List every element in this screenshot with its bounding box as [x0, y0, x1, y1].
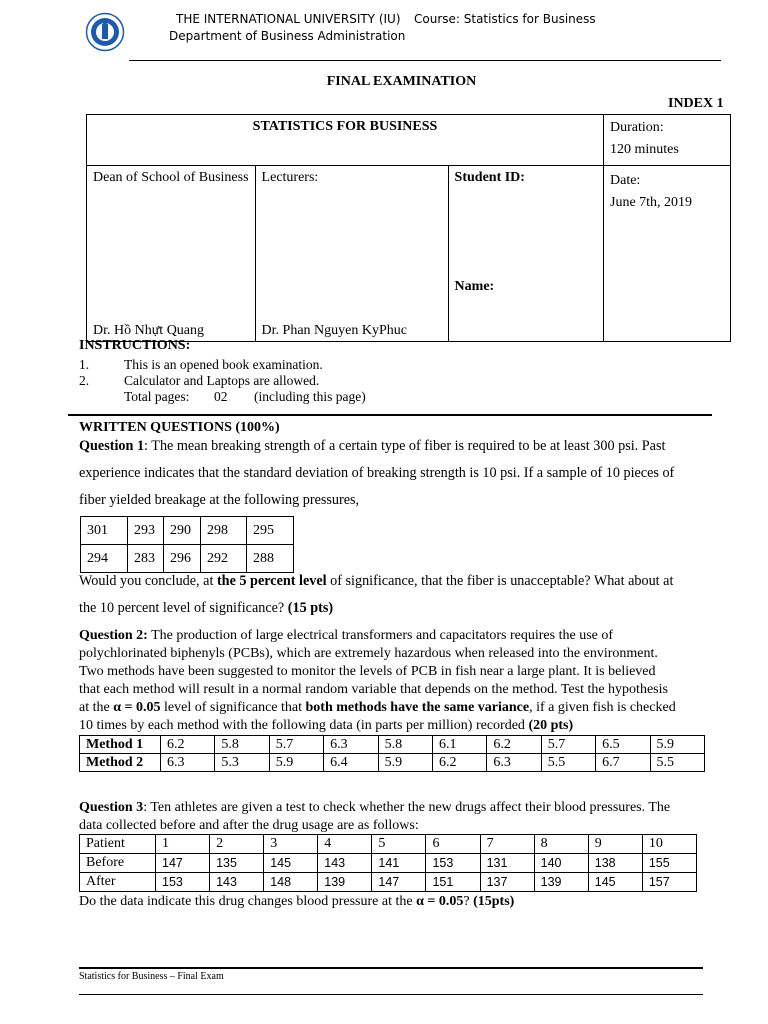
table-cell: 6.3	[487, 754, 541, 772]
table-cell: 5.9	[269, 754, 323, 772]
table-cell: 5.7	[541, 736, 595, 754]
table-cell: 5.8	[215, 736, 269, 754]
table-cell: 1	[156, 835, 210, 854]
table-cell: 6.3	[161, 754, 215, 772]
date-value: June 7th, 2019	[610, 195, 693, 210]
lecturers-cell	[255, 166, 448, 342]
table-row	[80, 873, 697, 892]
table-cell: 141	[372, 854, 426, 873]
table-cell: 137	[480, 873, 534, 892]
table-cell: 138	[588, 854, 642, 873]
table-cell: 148	[264, 873, 318, 892]
footer-top-rule	[79, 967, 703, 969]
table-cell: 135	[210, 854, 264, 873]
instruction-item: 2. Calculator and Laptops are allowed.	[79, 373, 320, 388]
question-3-prompt: Do the data indicate this drug changes blood pressure at the α = 0.05? (15pts)	[79, 894, 515, 909]
table-cell: 293	[128, 517, 164, 545]
question-2-text: Question 2: The production of large electrical transformers and capacitators requires the use of polychlorinated biphenyls (PCBs), which are extremely hazardous when released into the environment. Two methods have been suggested to monitor the levels of PCB in fish near a large plant. It is believed that each method will result in a normal random variable that depends on the method. Test the hypothesis at the α = 0.05 level of significance that both methods have the same variance, if a given fish is checked 10 times by each method with the following data (in parts per million) recorded (20 pts)	[79, 628, 676, 733]
table-cell: 6.5	[596, 736, 650, 754]
row-label: Before	[80, 854, 156, 873]
table-cell: 295	[247, 517, 294, 545]
table-cell: 6.3	[324, 736, 378, 754]
table-cell: 298	[201, 517, 247, 545]
header-divider	[129, 60, 721, 61]
table-cell: 3	[264, 835, 318, 854]
table-cell: 6.4	[324, 754, 378, 772]
q2-data-table	[79, 735, 705, 772]
q1-data-table	[80, 516, 294, 573]
table-cell: 4	[318, 835, 372, 854]
table-cell: 5.5	[650, 754, 704, 772]
table-cell: 147	[372, 873, 426, 892]
exam-info-table	[86, 114, 731, 342]
header-department: Department of Business Administration	[169, 29, 406, 43]
student-id-label: Student ID:	[454, 170, 525, 185]
table-cell: 9	[588, 835, 642, 854]
instructions-divider	[68, 414, 712, 416]
subject-cell	[87, 115, 604, 166]
instructions-title: INSTRUCTIONS:	[79, 338, 191, 353]
table-cell: 7	[480, 835, 534, 854]
date-label: Date:	[610, 173, 641, 188]
row-label: Method 2	[80, 754, 161, 772]
duration-value: 120 minutes	[610, 142, 679, 157]
table-cell: 301	[81, 517, 128, 545]
question-3-text: Question 3: Ten athletes are given a test to check whether the new drugs affect their blood pressures. The data collected before and after the drug usage are as follows:	[79, 800, 671, 833]
table-cell: 10	[642, 835, 696, 854]
row-label: Method 1	[80, 736, 161, 754]
table-cell: 153	[156, 873, 210, 892]
question-1-followup: Would you conclude, at the 5 percent level of significance, that the fiber is unacceptable? What about at the 10 percent level of significance? (15 pts)	[79, 573, 674, 616]
student-name-label: Name:	[454, 279, 495, 294]
table-cell: 290	[164, 517, 201, 545]
duration-label: Duration:	[610, 120, 664, 135]
table-cell: 143	[210, 873, 264, 892]
question-1-text: Question 1: The mean breaking strength of a certain type of fiber is required to be at least 300 psi. Past experience indicates that the standard deviation of breaking strength is 10 psi. If a sample of 10 pieces of fiber yielded breakage at the following pressures,	[79, 438, 675, 508]
table-row	[80, 736, 705, 754]
table-cell: 6.2	[161, 736, 215, 754]
table-row	[80, 835, 697, 854]
index-label: INDEX 1	[668, 96, 724, 111]
subject-title: STATISTICS FOR BUSINESS	[252, 119, 438, 134]
student-cell	[448, 166, 603, 342]
instructions-list	[79, 357, 366, 405]
row-label: After	[80, 873, 156, 892]
table-cell: 155	[642, 854, 696, 873]
dean-cell	[87, 166, 256, 342]
table-cell: 153	[426, 854, 480, 873]
written-title: WRITTEN QUESTIONS (100%)	[79, 420, 280, 435]
table-cell: 6.1	[432, 736, 486, 754]
table-cell: 5.8	[378, 736, 432, 754]
table-cell: 157	[642, 873, 696, 892]
dean-label: Dean of School of Business	[93, 170, 249, 185]
table-cell: 5.9	[378, 754, 432, 772]
date-cell	[604, 166, 731, 342]
table-cell: 143	[318, 854, 372, 873]
table-cell: 8	[534, 835, 588, 854]
table-cell: 6	[426, 835, 480, 854]
table-cell: 5.9	[650, 736, 704, 754]
duration-cell	[604, 115, 731, 166]
table-cell: 6.2	[487, 736, 541, 754]
total-pages: Total pages: 02 (including this page)	[124, 389, 366, 404]
footer-text: Statistics for Business – Final Exam	[79, 971, 224, 982]
table-cell: 145	[264, 854, 318, 873]
table-cell: 5.5	[541, 754, 595, 772]
table-cell: 140	[534, 854, 588, 873]
q3-data-table	[79, 834, 697, 892]
instruction-item: 1. This is an opened book examination.	[79, 357, 323, 372]
table-cell: 292	[201, 545, 247, 573]
row-label: Patient	[80, 835, 156, 854]
table-cell: 151	[426, 873, 480, 892]
table-cell: 139	[318, 873, 372, 892]
footer-bottom-rule	[79, 994, 703, 995]
university-logo	[85, 12, 125, 52]
table-cell: 5.7	[269, 736, 323, 754]
table-cell: 6.2	[432, 754, 486, 772]
table-row	[80, 854, 697, 873]
header-course: Course: Statistics for Business	[414, 12, 596, 26]
table-cell: 5	[372, 835, 426, 854]
table-cell: 288	[247, 545, 294, 573]
lecturer-name: Dr. Phan Nguyen KyPhuc	[261, 323, 407, 338]
table-cell: 139	[534, 873, 588, 892]
table-cell: 6.7	[596, 754, 650, 772]
header-university: THE INTERNATIONAL UNIVERSITY (IU)	[176, 12, 401, 26]
lecturers-label: Lecturers:	[261, 170, 319, 185]
table-cell: 145	[588, 873, 642, 892]
table-cell: 5.3	[215, 754, 269, 772]
table-row	[80, 754, 705, 772]
exam-title: FINAL EXAMINATION	[326, 74, 477, 89]
table-cell: 294	[81, 545, 128, 573]
table-cell: 131	[480, 854, 534, 873]
dean-name: Dr. Hồ Nhựt Quang	[93, 323, 205, 338]
table-cell: 296	[164, 545, 201, 573]
table-cell: 147	[156, 854, 210, 873]
table-cell: 283	[128, 545, 164, 573]
table-cell: 2	[210, 835, 264, 854]
